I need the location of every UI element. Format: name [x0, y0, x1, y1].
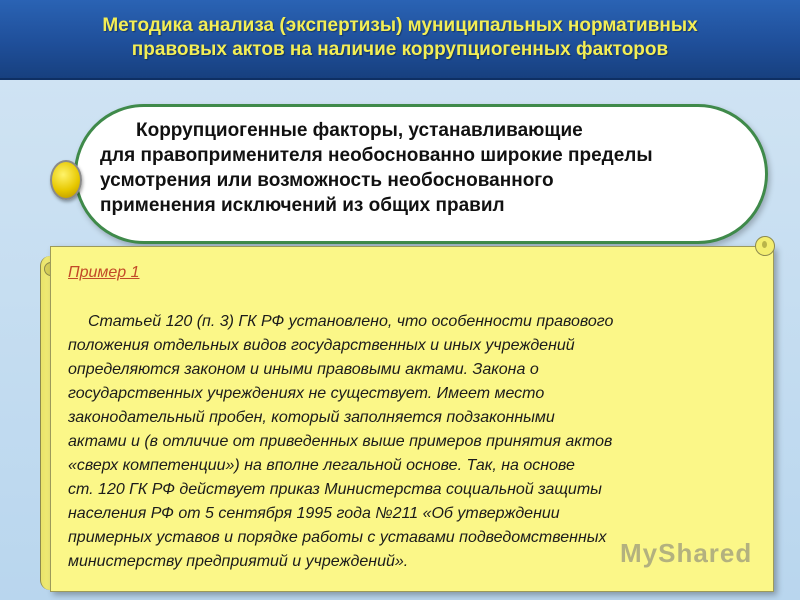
example-line: определяются законом и иными правовыми актами. Закона о — [68, 361, 539, 378]
watermark-logo: MyShared — [620, 538, 753, 568]
callout-text — [100, 118, 760, 218]
callout-line: для правоприменителя необоснованно широкие пределы — [100, 145, 653, 166]
slide-header — [0, 0, 800, 80]
callout-line: усмотрения или возможность необоснованного — [100, 170, 554, 191]
example-line: населения РФ от 5 сентября 1995 года №211 «Об утверждении — [68, 505, 560, 522]
callout-knob-icon — [50, 160, 82, 200]
example-line: Статьей 120 (п. 3) ГК РФ установлено, что особенности правового — [88, 313, 614, 330]
example-line: ст. 120 ГК РФ действует приказ Министерства социальной защиты — [68, 481, 602, 498]
example-line: государственных учреждениях не существует. Имеет место — [68, 385, 545, 402]
example-line: актами и (в отличие от приведенных выше примеров принятия актов — [68, 433, 613, 450]
example-line: законодательный пробен, который заполняется подзаконными — [68, 409, 555, 426]
callout-line: Коррупциогенные факторы, устанавливающие — [136, 120, 583, 141]
example-title: Пример 1 — [68, 264, 140, 281]
example-line: министерству предприятий и учреждений». — [68, 553, 409, 570]
callout-line: применения исключений из общих правил — [100, 195, 505, 216]
example-line: положения отдельных видов государственных и иных учреждений — [68, 337, 575, 354]
scroll-top-curl — [755, 236, 775, 256]
slide-title: Методика анализа (экспертизы) муниципальных нормативных правовых актов на наличие коррупциогенных факторов — [102, 15, 698, 60]
example-line: «сверх компетенции») на вполне легальной основе. Так, на основе — [68, 457, 575, 474]
example-line: примерных уставов и порядке работы с уставами подведомственных — [68, 529, 607, 546]
example-body — [68, 310, 768, 574]
